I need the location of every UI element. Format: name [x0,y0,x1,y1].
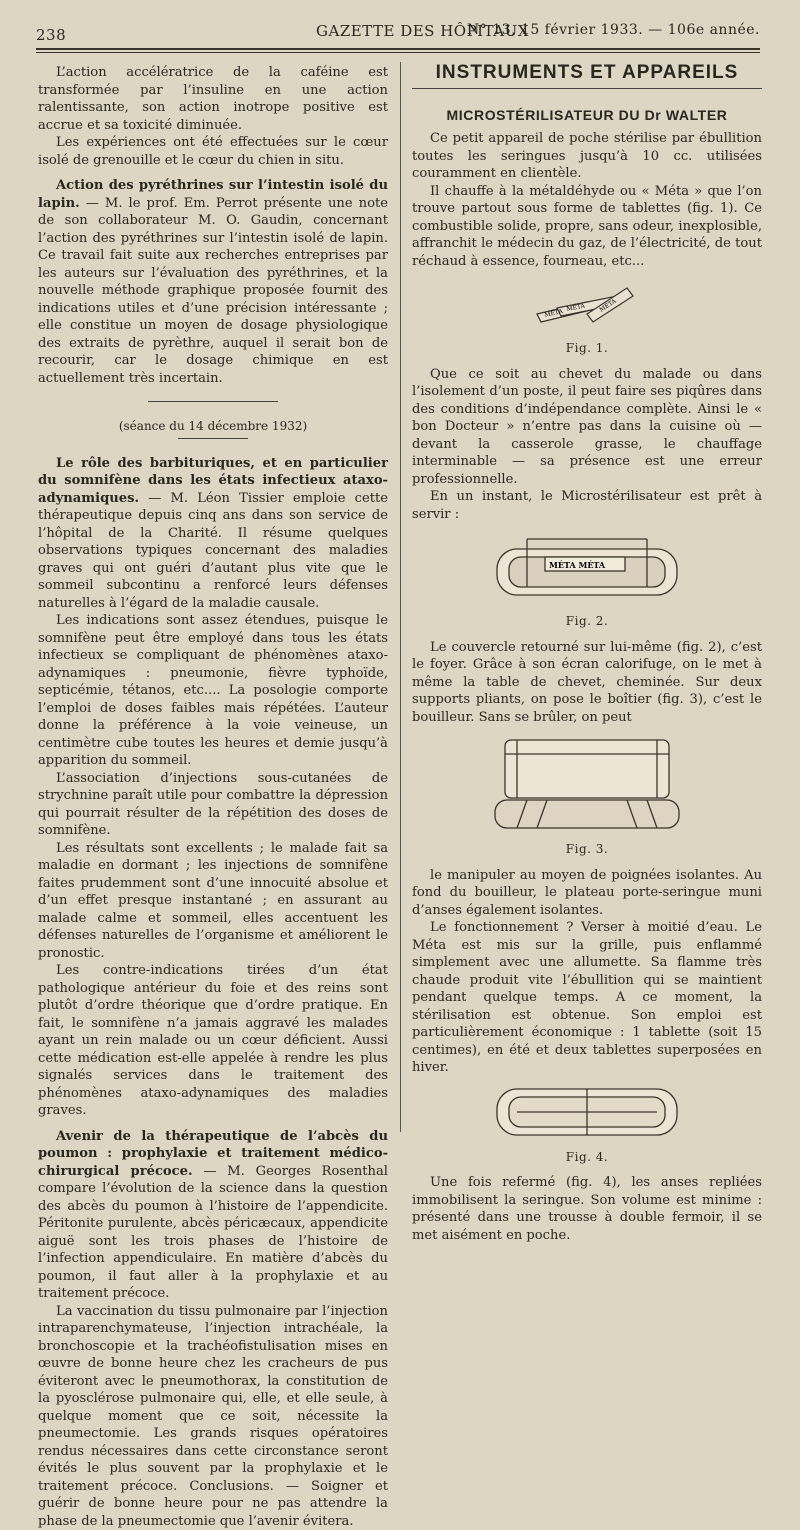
paragraph: Le fonctionnement ? Verser à moitié d’eau. Le Méta est mis sur la grille, puis enflammé simplement avec une allumette. Sa flamme très chaude produit vite l’ébullition qui se maintient pendant quelque temps. A ce moment, la stérilisation est obtenue. Son emploi est particulièrement économique : 1 tablette (soit 15 centimes), en été et deux tablettes superposées en hiver. [412,919,762,1077]
paragraph: Les expériences ont été effectuées sur le cœur isolé de grenouille et le cœur du chien in situ. [38,134,388,169]
paragraph: Que ce soit au chevet du malade ou dans l’isolement d’un poste, il peut faire ses piqûres dans des conditions d’indépendance complète. Ainsi le « bon Docteur » n’entre pas dans la cuisine où — devant la casserole grasse, le chauffage interminable — sa présence est une erreur professionnelle. [412,366,762,489]
left-column [38,64,388,1530]
paragraph [38,455,388,613]
paragraph-body: — M. Georges Rosenthal compare l’évolution de la science dans la question des abcès du poumon à l’histoire de l’appendicite. Péritonite purulente, abcès péricæcaux, appendicite aiguë sont les trois phases de l’histoire de l’infection appendiculaire. En matière d’abcès du poumon, il faut aller à la prophylaxie et au traitement précoce. [38,1164,388,1302]
paragraph: Il chauffe à la métaldéhyde ou « Méta » que l’on trouve partout sous forme de tablettes (fig. 1). Ce combustible solide, propre, sans odeur, inexplosible, affranchit le médecin du gaz, de l’électricité, de tout réchaud à essence, fourneau, etc... [412,183,762,271]
figure-2 [412,527,762,607]
paragraph: En un instant, le Microstérilisateur est prêt à servir : [412,488,762,523]
figure-4 [412,1081,762,1143]
figure-caption: Fig. 3. [412,841,762,859]
section-title: INSTRUMENTS ET APPAREILS [412,64,762,82]
figure-caption: Fig. 1. [412,340,762,358]
column-separator [400,62,401,1132]
tablet-label: MÉTA MÉTA [549,560,606,570]
page-header [36,20,760,44]
paragraph [38,1128,388,1303]
tablet-label: MÉTA [598,297,618,314]
paragraph [38,177,388,387]
figure-1 [412,274,762,334]
paragraph-body: — M. le prof. Em. Perrot présente une note de son collaborateur M. O. Gaudin, concernant l’action des pyréthrines sur l’intestin isolé de lapin. Ce travail fait suite aux recherches entreprises par les auteurs sur l’évaluation des pyréthrines, et la nouvelle méthode graphique proposée fournit des indications utiles et d’une précision intéressante ; elle constitue un moyen de dosage physiologique des extraits de pyrèthre, auquel il serait bon de recourir, car le dosage chimique en est actuellement très incertain. [38,196,388,386]
inverted-lid-burner-illustration [487,527,687,607]
issue-info: N° 13, 15 février 1933. — 106e année. [467,22,760,38]
paragraph: Les indications sont assez étendues, puisque le somnifène peut être employé dans tous les états infectieux se compliquant de phénomènes ataxo-adynamiques : pneumonie, fièvre typhoïde, septicémie, tétanos, etc.... La posologie comporte l’emploi de doses faibles mais répétées. L’auteur donne la préférence à la voie veineuse, un centimètre cube toutes les heures et demie jusqu’à apparition du sommeil. [38,612,388,770]
paragraph: Les contre-indications tirées d’un état pathologique antérieur du foie et des reins sont plutôt d’ordre théorique que d’ordre pratique. En fait, le somnifène n’a jamais aggravé les malades ayant un rein malade ou un cœur déficient. Aussi cette médication est-elle appelée à rendre les plus signalés services dans le traitement des phénomènes ataxo-adynamiques des maladies graves. [38,962,388,1120]
fuel-tablets-illustration [527,274,647,334]
right-column [412,64,762,1244]
paragraph-body: — M. Léon Tissier emploie cette thérapeutique depuis cinq ans dans son service de l’hôpital de la Charité. Il résume quelques observations typiques concernant des maladies graves qui ont guéri d’autant plus vite que le sommeil subcontinu a renforcé leurs défenses naturelles à l’égard de la maladie causale. [38,491,388,611]
journal-title: GAZETTE DES HÔPITAUX [316,22,529,40]
figure-caption: Fig. 2. [412,613,762,631]
section-rule [148,401,278,402]
figure-caption: Fig. 4. [412,1149,762,1167]
boiler-illustration [487,730,687,835]
paragraph-lead: Action des pyréthrines sur l’intestin isolé du lapin. [38,178,388,211]
paragraph-lead: Le rôle des barbituriques, et en particulier du somnifène dans les états infectieux ataxo-adynamiques. [38,456,388,506]
tablet-label: MÉTA [544,307,565,319]
paragraph: La vaccination du tissu pulmonaire par l’injection intraparenchymateuse, l’injection intrachéale, la bronchoscopie et la trachéofistulisation mises en œuvre de bonne heure chez les cracheurs de pus éviteront avec le pneumothorax, la constitution de la pyosclérose pulmonaire qui, elle, et elle seule, à quelque moment que ce soit, nécessite la pneumectomie. Les grands risques opératoires rendus nécessaires dans cette circonstance seront évités le plus souvent par la prophylaxie et le traitement précoce. Conclusions. — Soigner et guérir de bonne heure pour ne pas attendre la phase de la pneumectomie que l’avenir évitera. [38,1303,388,1530]
paragraph: Le couvercle retourné sur lui-même (fig. 2), c’est le foyer. Grâce à son écran calorifuge, on le met à même la table de chevet, cheminée. Sur deux supports pliants, on pose le boîtier (fig. 3), c’est le bouilleur. Sans se brûler, on peut [412,639,762,727]
paragraph: L’action accélératrice de la caféine est transformée par l’insuline en une action ralentissante, son action inotrope positive est accrue et sa toxicité diminuée. [38,64,388,134]
paragraph: L’association d’injections sous-cutanées de strychnine paraît utile pour combattre la dépression qui pourrait résulter de la répétition des doses de somnifène. [38,770,388,840]
paragraph: Ce petit appareil de poche stérilise par ébullition toutes les seringues jusqu’à 10 cc. utilisées couramment en clientèle. [412,130,762,183]
closed-sterilizer-illustration [487,1081,687,1143]
page-number: 238 [36,26,66,44]
paragraph: Une fois refermé (fig. 4), les anses repliées immobilisent la seringue. Son volume est minime : présenté dans une trousse à double fermoir, il se met aisément en poche. [412,1174,762,1244]
article-title: MICROSTÉRILISATEUR DU Dr WALTER [412,107,762,125]
short-rule [178,438,248,439]
paragraph: Les résultats sont excellents ; le malade fait sa maladie en dormant ; les injections de somnifène faites prudemment sont d’une innocuité absolue et d’un effet presque instantané ; en assurant au malade calme et sommeil, elles accentuent les défenses naturelles de l’organisme et améliorent le pronostic. [38,840,388,963]
session-date: (séance du 14 décembre 1932) [38,418,388,436]
tablet-label: MÉTA [566,301,586,313]
header-rule [36,48,760,50]
paragraph: le manipuler au moyen de poignées isolantes. Au fond du bouilleur, le plateau porte-seringue muni d’anses également isolantes. [412,867,762,920]
header-rule-thin [36,52,760,53]
section-rule [412,88,762,89]
paragraph-lead: Avenir de la thérapeutique de l’abcès du poumon : prophylaxie et traitement médico-chirurgical précoce. [38,1129,388,1179]
figure-3 [412,730,762,835]
